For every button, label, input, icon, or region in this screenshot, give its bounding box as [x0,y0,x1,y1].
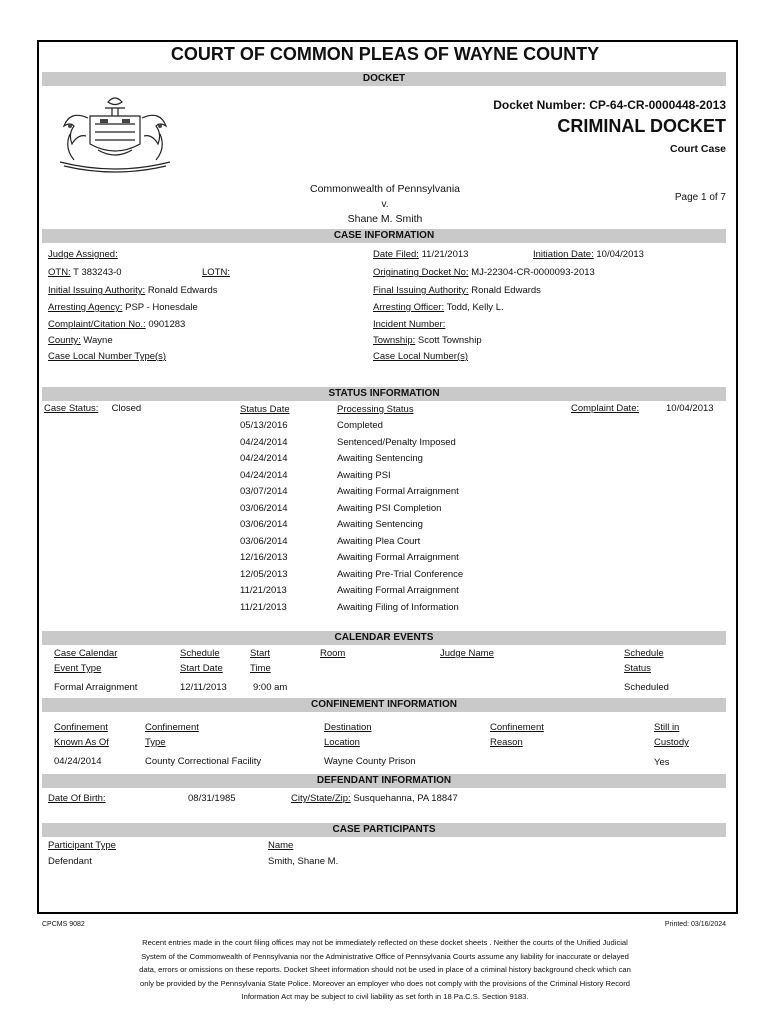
known-as-of-header-2: Known As Of [54,737,109,748]
court-title: COURT OF COMMON PLEAS OF WAYNE COUNTY [170,44,600,64]
custody-header-2: Custody [654,737,689,748]
processing-status: Awaiting Formal Arraignment [337,486,459,497]
destination-header-1: Destination [324,722,372,733]
page-indicator: Page 1 of 7 [674,192,726,203]
room-header: Room [320,648,346,659]
confinement-type-header-1: Confinement [145,722,199,733]
calendar-status: Scheduled [624,682,669,693]
case-information-bar: CASE INFORMATION [42,229,726,243]
calendar-start-date: 12/11/2013 [180,682,227,693]
schedule-status-header-1: Schedule [624,648,664,659]
status-date: 04/24/2014 [240,469,288,481]
complaint-number-row: Complaint/Citation No.: 0901283 [48,319,186,330]
arresting-officer-row: Arresting Officer: Todd, Kelly L. [373,302,504,313]
disclaimer-note [80,936,690,1004]
event-type-header-1: Case Calendar [54,648,118,659]
confinement-custody: Yes [654,757,670,768]
status-date-header: Status Date [240,404,290,415]
disclaimer-line: Recent entries made in the court filing offices may not be immediately reflected on these docket sheets . Neither the courts of the Unified Judicial [142,938,628,947]
processing-status: Awaiting PSI [337,469,391,481]
calendar-events-bar: CALENDAR EVENTS [42,631,726,645]
arresting-agency-row: Arresting Agency: PSP - Honesdale [48,302,198,313]
confinement-type: County Correctional Facility [145,756,262,767]
processing-status: Awaiting Sentencing [337,453,423,464]
processing-status: Awaiting Filing of Information [337,601,459,613]
disclaimer-line: Information Act may be subject to civil liability as set forth in 18 Pa.C.S. Section 9183. [241,992,529,1001]
disclaimer-line: data, errors or omissions on these reports. Docket Sheet information should not be used in place of a criminal history background check which can [139,965,631,974]
status-date: 11/21/2013 [240,585,287,596]
docket-type: CRIMINAL DOCKET [557,116,726,136]
status-date: 03/07/2014 [240,486,288,497]
caption-line-2: v. [381,199,389,210]
status-date: 04/24/2014 [240,436,288,448]
docket-bar: DOCKET [42,72,726,86]
case-local-number-type-label: Case Local Number Type(s) [48,351,167,362]
status-date: 04/24/2014 [240,453,288,464]
confinement-information-bar: CONFINEMENT INFORMATION [42,698,726,712]
processing-status: Awaiting Formal Arraignment [337,552,459,563]
processing-status: Awaiting Plea Court [337,535,421,547]
schedule-start-header-2: Start Date [180,663,223,674]
pennsylvania-seal-icon [50,94,180,174]
initial-authority-row: Initial Issuing Authority: Ronald Edwards [48,285,218,296]
status-date: 12/05/2013 [240,568,288,580]
calendar-start-time: 9:00 am [253,682,288,693]
status-date: 03/06/2014 [240,502,288,514]
confinement-location: Wayne County Prison [324,756,416,767]
complaint-date-value: 10/04/2013 [666,403,714,414]
incident-number-label: Incident Number: [373,319,446,330]
city-state-zip-row: City/State/Zip: Susquehanna, PA 18847 [291,793,458,804]
final-authority-row: Final Issuing Authority: Ronald Edwards [373,285,541,296]
date-filed-row: Date Filed: 11/21/2013 [373,249,469,260]
caption-line-3: Shane M. Smith [347,213,423,225]
lotn-label: LOTN: [202,267,230,278]
case-local-numbers-label: Case Local Number(s) [373,351,469,362]
judge-assigned-label: Judge Assigned: [48,249,118,260]
participant-name: Smith, Shane M. [268,856,339,867]
confinement-type-header-2: Type [145,737,166,748]
initiation-date-row: Initiation Date: 10/04/2013 [533,249,644,260]
processing-status: Awaiting Formal Arraignment [337,585,459,596]
processing-status: Sentenced/Penalty Imposed [337,436,456,448]
schedule-start-header-1: Schedule [180,648,220,659]
participant-name-header: Name [268,840,294,851]
status-date: 03/06/2014 [240,535,288,547]
reason-header-2: Reason [490,737,523,748]
docket-number: Docket Number: CP-64-CR-0000448-2013 [493,98,726,112]
otn-row: OTN: T 383243-0 [48,267,122,278]
case-status-row: Case Status: Closed [44,403,142,414]
printed-date: Printed: 03/16/2024 [664,921,726,928]
participant-type: Defendant [48,856,92,867]
judge-name-header: Judge Name [440,648,494,659]
confinement-known-as-of: 04/24/2014 [54,756,102,767]
disclaimer-line: System of the Commonwealth of Pennsylvania nor the Administrative Office of Pennsylvania Courts assume any liability for inaccurate or delayed [141,951,629,961]
status-date: 03/06/2014 [240,519,288,530]
status-date: 05/13/2016 [240,420,288,431]
status-date: 12/16/2013 [240,552,288,563]
case-participants-bar: CASE PARTICIPANTS [42,823,726,837]
form-number: CPCMS 9082 [42,921,85,928]
processing-status: Awaiting Sentencing [337,519,423,530]
known-as-of-header-1: Confinement [54,722,108,733]
event-type-header-2: Event Type [54,663,102,674]
originating-docket-row: Originating Docket No: MJ-22304-CR-0000093-2013 [373,267,595,278]
complaint-date-label: Complaint Date: [571,403,640,414]
participant-type-header: Participant Type [48,840,116,851]
status-date: 11/21/2013 [240,601,287,613]
dob-label: Date Of Birth: [48,793,106,804]
caption-line-1: Commonwealth of Pennsylvania [310,183,460,195]
status-information-bar: STATUS INFORMATION [42,387,726,401]
processing-status: Awaiting Pre-Trial Conference [337,568,464,580]
processing-status: Completed [337,420,383,431]
custody-header-1: Still in [654,722,680,733]
dob-value: 08/31/1985 [188,793,236,804]
start-time-header-1: Start [250,648,271,659]
disclaimer-line: only be provided by the Pennsylvania State Police. Moreover an employer who does not comply with the provisions of the Criminal History Record [139,978,631,988]
processing-status-header: Processing Status [337,404,414,415]
schedule-status-header-2: Status [624,663,651,674]
county-row: County: Wayne [48,335,113,346]
processing-status: Awaiting PSI Completion [337,502,442,514]
township-row: Township: Scott Township [373,335,482,346]
court-case-label: Court Case [669,143,726,155]
destination-header-2: Location [324,737,360,748]
reason-header-1: Confinement [490,722,544,733]
start-time-header-2: Time [250,663,271,674]
calendar-event-type: Formal Arraignment [54,682,138,693]
defendant-information-bar: DEFENDANT INFORMATION [42,774,726,788]
